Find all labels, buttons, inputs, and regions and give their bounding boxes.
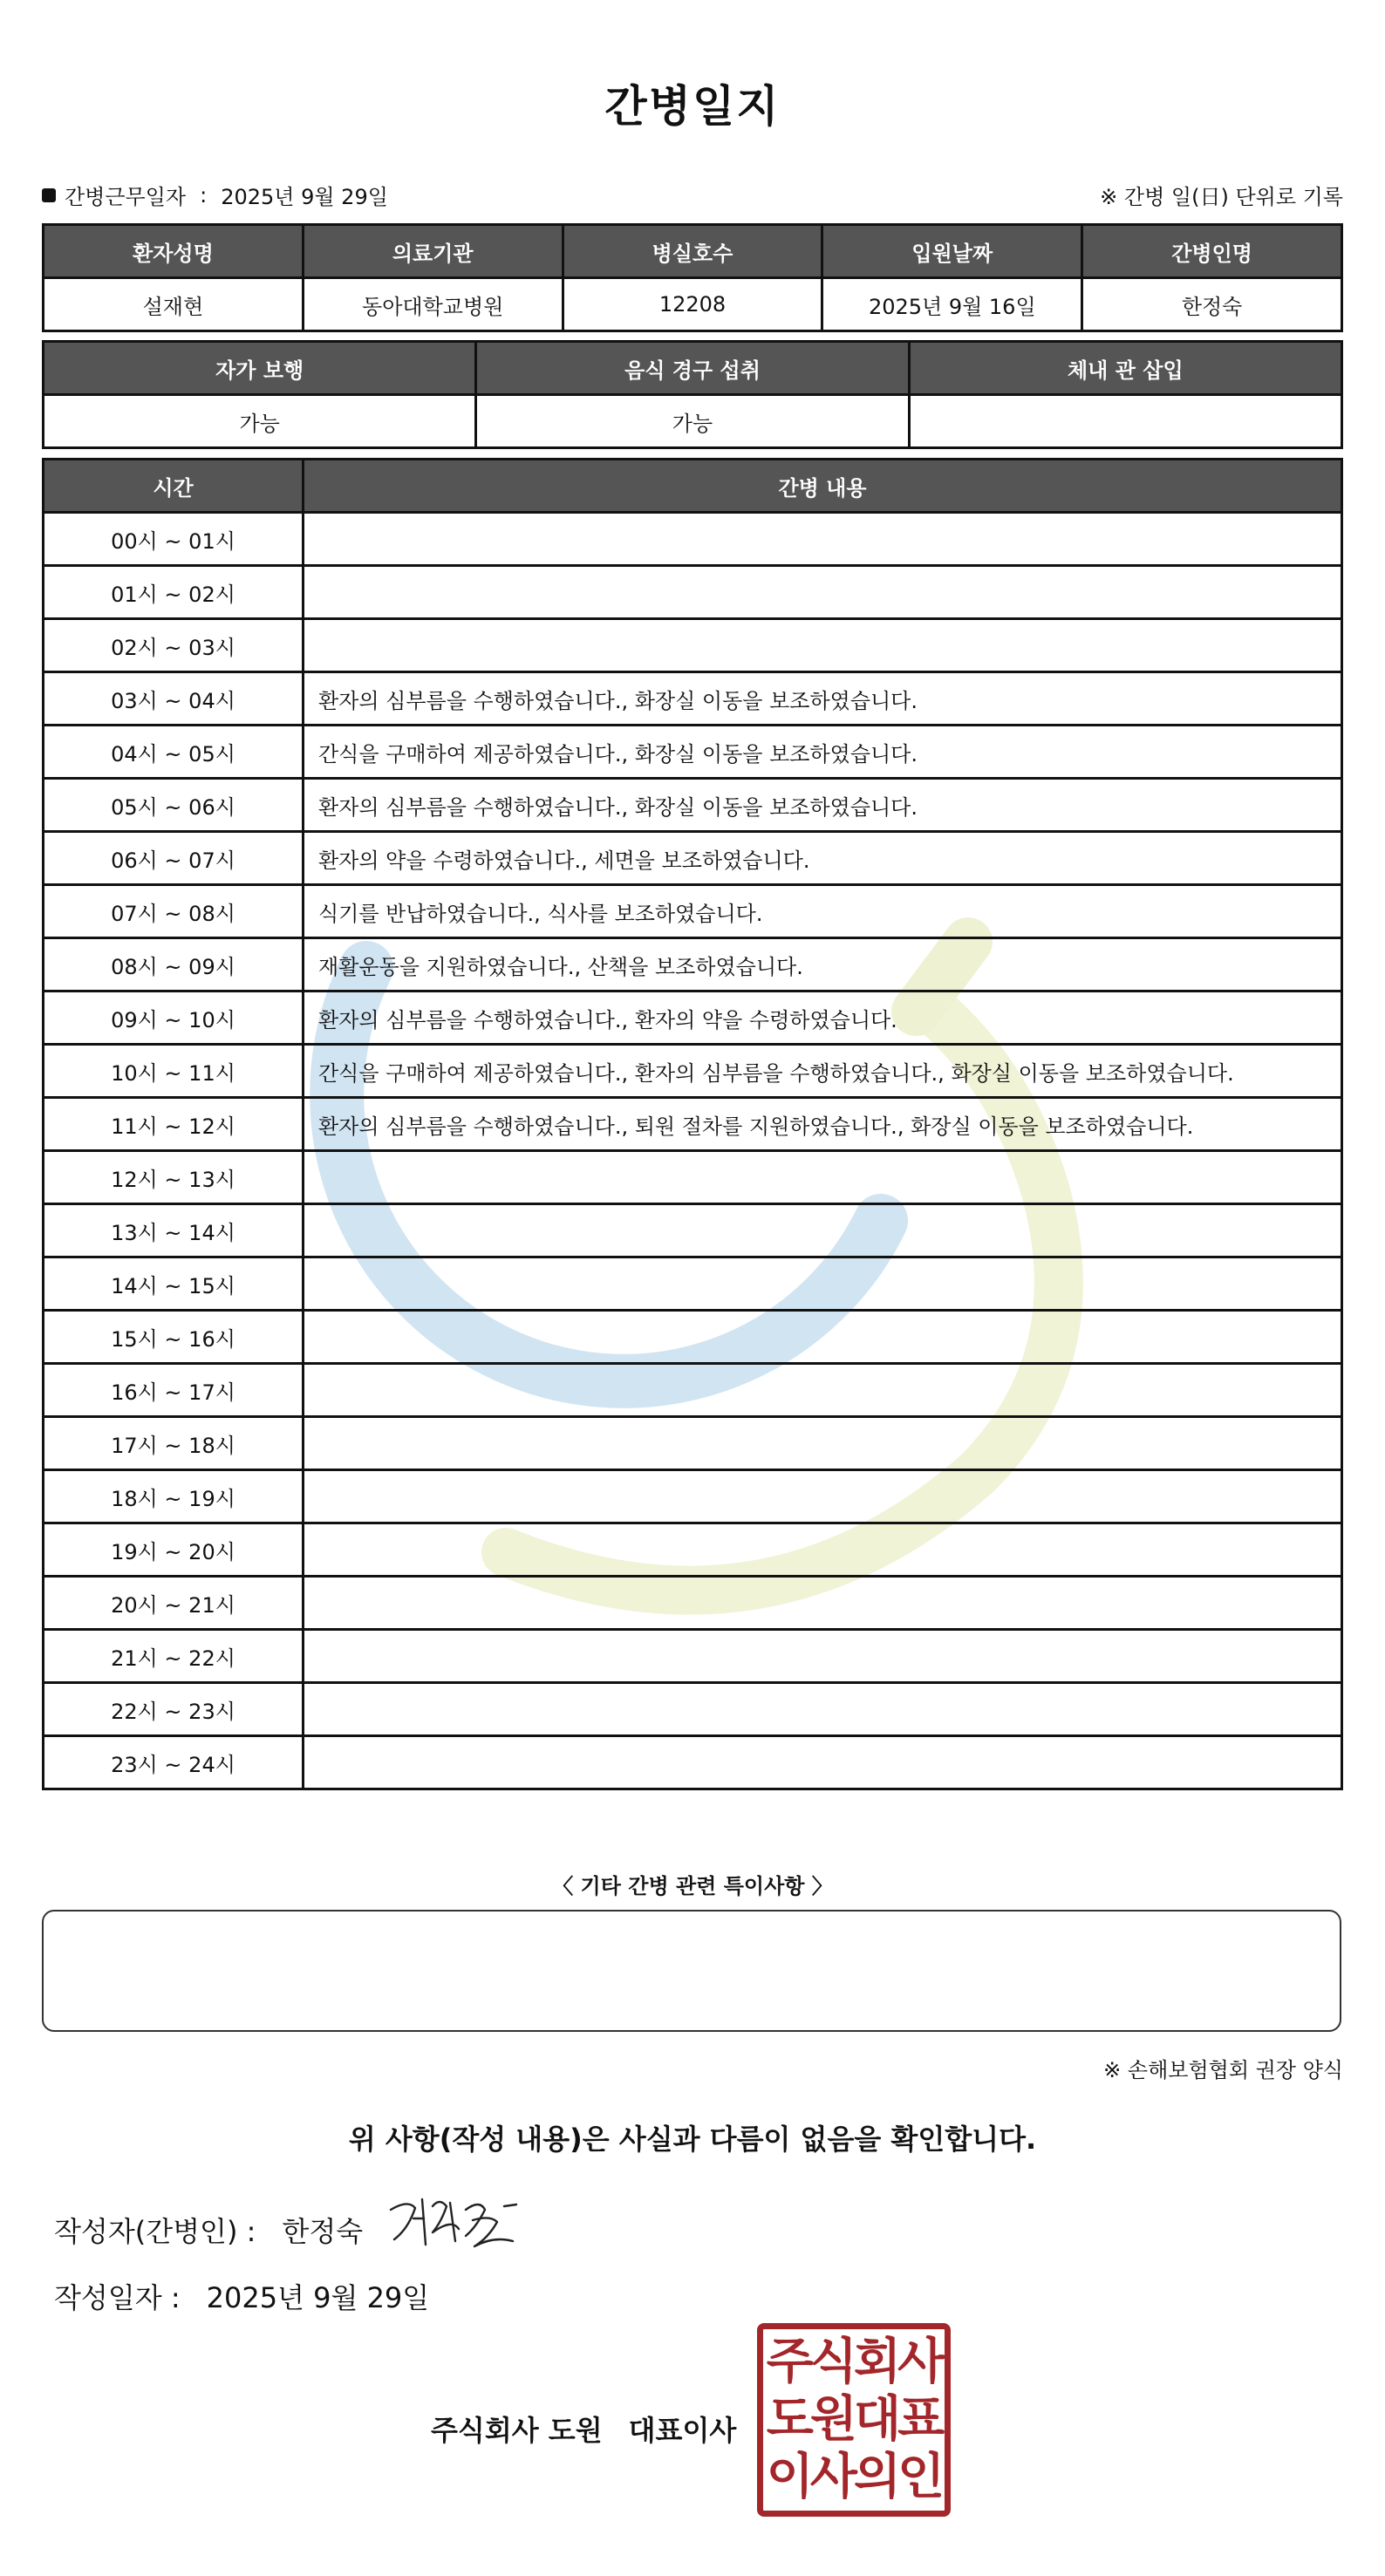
log-content-cell	[304, 1683, 1342, 1736]
log-row	[44, 1683, 1342, 1736]
value-oral-intake: 가능	[476, 395, 909, 448]
log-row	[44, 566, 1342, 619]
log-row	[44, 1470, 1342, 1523]
log-row	[44, 779, 1342, 832]
log-row	[44, 1257, 1342, 1311]
log-content-cell	[304, 1523, 1342, 1577]
writer-line	[54, 2210, 363, 2250]
header-room-number: 병실호수	[563, 225, 822, 278]
header-patient-name: 환자성명	[44, 225, 304, 278]
log-row	[44, 1417, 1342, 1470]
signature-icon	[382, 2184, 539, 2262]
log-time-cell: 20시 ~ 21시	[44, 1577, 304, 1630]
log-time-cell: 16시 ~ 17시	[44, 1364, 304, 1417]
log-row	[44, 885, 1342, 938]
work-date-value: 2025년 9월 29일	[221, 185, 388, 209]
log-time-cell: 23시 ~ 24시	[44, 1736, 304, 1789]
company-name: 주식회사 도원	[431, 2414, 603, 2447]
write-date-value: 2025년 9월 29일	[206, 2281, 430, 2314]
company-line	[431, 2409, 736, 2449]
log-time-cell: 11시 ~ 12시	[44, 1098, 304, 1151]
log-row	[44, 672, 1342, 726]
page-title: 간병일지	[604, 81, 781, 132]
value-patient-name: 설재현	[44, 278, 304, 331]
log-time-cell: 21시 ~ 22시	[44, 1630, 304, 1683]
header-hospital: 의료기관	[303, 225, 563, 278]
log-time-cell: 17시 ~ 18시	[44, 1417, 304, 1470]
header-care-content: 간병 내용	[304, 460, 1342, 513]
patient-status-header-row	[44, 342, 1342, 395]
log-content-cell	[304, 1470, 1342, 1523]
log-content-cell: 간식을 구매하여 제공하였습니다., 환자의 심부름을 수행하였습니다., 화장실 이동을 보조하였습니다.	[304, 1045, 1342, 1098]
log-time-cell: 14시 ~ 15시	[44, 1257, 304, 1311]
log-content-cell	[304, 513, 1342, 566]
write-date-label: 작성일자 :	[54, 2281, 181, 2314]
log-time-cell: 10시 ~ 11시	[44, 1045, 304, 1098]
value-room-number: 12208	[563, 278, 822, 331]
company-representative-title: 대표이사	[628, 2414, 737, 2447]
work-date-label: 간병근무일자	[65, 185, 187, 209]
log-time-cell: 05시 ~ 06시	[44, 779, 304, 832]
log-row	[44, 1204, 1342, 1257]
log-content-cell	[304, 1151, 1342, 1204]
hourly-log-table	[42, 458, 1343, 1790]
recommend-note: ※ 손해보험협회 권장 양식	[1103, 2058, 1343, 2082]
log-time-cell: 12시 ~ 13시	[44, 1151, 304, 1204]
log-time-cell: 06시 ~ 07시	[44, 832, 304, 885]
log-time-cell: 19시 ~ 20시	[44, 1523, 304, 1577]
log-time-cell: 18시 ~ 19시	[44, 1470, 304, 1523]
writer-label: 작성자(간병인) :	[54, 2215, 256, 2248]
log-row	[44, 619, 1342, 672]
seal-line: 도원대표	[766, 2391, 942, 2448]
log-row	[44, 726, 1342, 779]
log-content-cell: 간식을 구매하여 제공하였습니다., 화장실 이동을 보조하였습니다.	[304, 726, 1342, 779]
log-row	[44, 513, 1342, 566]
log-time-cell: 04시 ~ 05시	[44, 726, 304, 779]
log-time-cell: 00시 ~ 01시	[44, 513, 304, 566]
log-content-cell	[304, 1736, 1342, 1789]
log-content-cell	[304, 1311, 1342, 1364]
work-date	[42, 180, 388, 210]
unit-note: ※ 간병 일(日) 단위로 기록	[1100, 185, 1343, 209]
seal-line: 이사의인	[766, 2449, 942, 2505]
header-time: 시간	[44, 460, 304, 513]
log-content-cell	[304, 1630, 1342, 1683]
log-content-cell: 환자의 심부름을 수행하였습니다., 화장실 이동을 보조하였습니다.	[304, 672, 1342, 726]
value-tube-insertion	[909, 395, 1341, 448]
remarks-box	[42, 1910, 1341, 2032]
log-time-cell: 08시 ~ 09시	[44, 938, 304, 992]
value-caregiver-name: 한정숙	[1082, 278, 1342, 331]
log-content-cell: 재활운동을 지원하였습니다., 산책을 보조하였습니다.	[304, 938, 1342, 992]
log-time-cell: 15시 ~ 16시	[44, 1311, 304, 1364]
work-date-colon: :	[200, 182, 208, 208]
square-bullet-icon	[42, 188, 56, 202]
patient-info-table	[42, 223, 1343, 332]
log-row	[44, 1523, 1342, 1577]
log-content-cell	[304, 1364, 1342, 1417]
log-content-cell	[304, 1417, 1342, 1470]
value-admission-date: 2025년 9월 16일	[822, 278, 1082, 331]
log-content-cell	[304, 619, 1342, 672]
remarks-title: 〈 기타 간병 관련 특이사항 〉	[552, 1874, 833, 1898]
log-time-cell: 07시 ~ 08시	[44, 885, 304, 938]
value-hospital: 동아대학교병원	[303, 278, 563, 331]
log-row	[44, 938, 1342, 992]
patient-status-value-row	[44, 395, 1342, 448]
log-content-cell: 식기를 반납하였습니다., 식사를 보조하였습니다.	[304, 885, 1342, 938]
log-row	[44, 1098, 1342, 1151]
log-row	[44, 1151, 1342, 1204]
log-time-cell: 02시 ~ 03시	[44, 619, 304, 672]
log-content-cell: 환자의 심부름을 수행하였습니다., 환자의 약을 수령하였습니다.	[304, 992, 1342, 1045]
header-oral-intake: 음식 경구 섭취	[476, 342, 909, 395]
log-header-row	[44, 460, 1342, 513]
log-row	[44, 1630, 1342, 1683]
log-row	[44, 1364, 1342, 1417]
log-content-cell	[304, 1577, 1342, 1630]
log-content-cell: 환자의 약을 수령하였습니다., 세면을 보조하였습니다.	[304, 832, 1342, 885]
log-time-cell: 03시 ~ 04시	[44, 672, 304, 726]
patient-status-table	[42, 340, 1343, 449]
log-time-cell: 09시 ~ 10시	[44, 992, 304, 1045]
log-time-cell: 01시 ~ 02시	[44, 566, 304, 619]
log-content-cell	[304, 566, 1342, 619]
log-row	[44, 1736, 1342, 1789]
company-seal-stamp	[757, 2323, 951, 2517]
seal-line: 주식회사	[766, 2334, 942, 2390]
log-row	[44, 1045, 1342, 1098]
header-tube-insertion: 체내 관 삽입	[909, 342, 1341, 395]
log-content-cell	[304, 1204, 1342, 1257]
header-self-walking: 자가 보행	[44, 342, 476, 395]
log-row	[44, 832, 1342, 885]
log-content-cell: 환자의 심부름을 수행하였습니다., 화장실 이동을 보조하였습니다.	[304, 779, 1342, 832]
log-body	[44, 513, 1342, 1789]
header-caregiver-name: 간병인명	[1082, 225, 1342, 278]
write-date-line	[54, 2276, 429, 2316]
log-time-cell: 22시 ~ 23시	[44, 1683, 304, 1736]
patient-info-value-row	[44, 278, 1342, 331]
patient-info-header-row	[44, 225, 1342, 278]
log-time-cell: 13시 ~ 14시	[44, 1204, 304, 1257]
log-row	[44, 1577, 1342, 1630]
log-content-cell	[304, 1257, 1342, 1311]
log-row	[44, 992, 1342, 1045]
value-self-walking: 가능	[44, 395, 476, 448]
log-row	[44, 1311, 1342, 1364]
confirm-statement: 위 사항(작성 내용)은 사실과 다름이 없음을 확인합니다.	[348, 2123, 1037, 2156]
header-admission-date: 입원날짜	[822, 225, 1082, 278]
writer-name: 한정숙	[282, 2215, 364, 2248]
log-content-cell: 환자의 심부름을 수행하였습니다., 퇴원 절차를 지원하였습니다., 화장실 이동을 보조하였습니다.	[304, 1098, 1342, 1151]
